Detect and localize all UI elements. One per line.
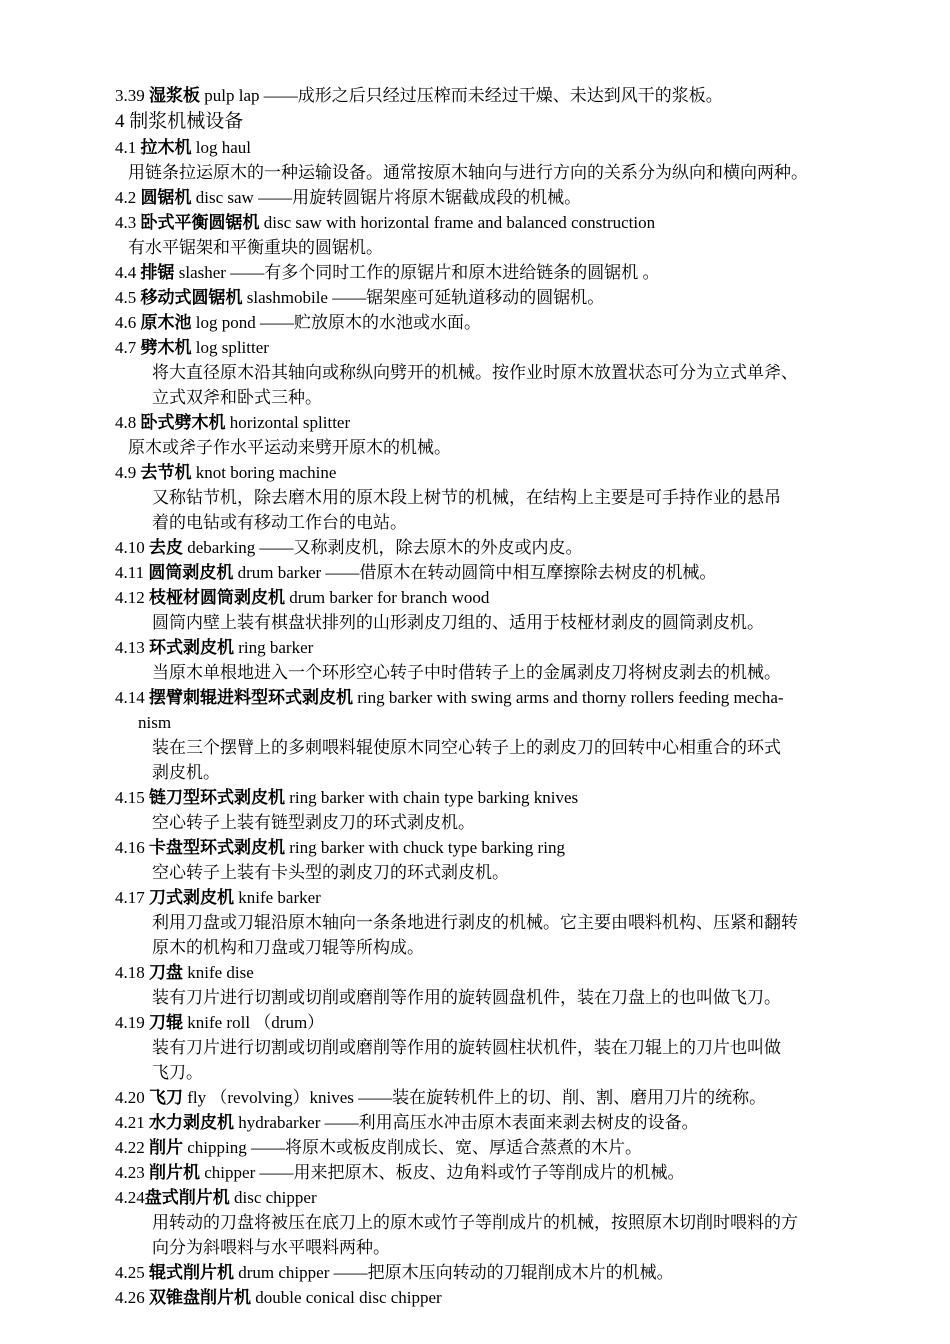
entry-4-6 [115,310,481,335]
entry-description: 剥皮机。 [152,763,220,782]
entry-description: 用链条拉运原木的一种运输设备。通常按原木轴向与进行方向的关系分为纵向和横向两种。 [128,163,808,182]
entry-4-5 [115,285,604,310]
entry-text: fly （revolving）knives ——装在旋转机件上的切、削、割、磨用刀片的统称。 [183,1088,767,1107]
entry-number: 4.21 [115,1113,149,1132]
entry-term: 湿浆板 [149,86,200,105]
entry-3-39 [115,83,723,108]
entry-number: 4.9 [115,463,141,482]
entry-term: 劈木机 [140,338,192,357]
entry-text: ring barker with chain type barking knives [285,788,579,807]
entry-4-14 [115,685,784,710]
entry-text: chipping ——将原木或板皮削成长、宽、厚适合蒸煮的木片。 [183,1138,642,1157]
entry-number: 4.20 [115,1088,149,1107]
entry-description: 圆筒内壁上装有棋盘状排列的山形剥皮刀组的、适用于枝桠材剥皮的圆筒剥皮机。 [152,613,764,632]
entry-term: 移动式圆锯机 [140,288,243,307]
entry-text: slasher ——有多个同时工作的原锯片和原木进给链条的圆锯机 。 [174,263,660,282]
entry-term: 环式剥皮机 [149,638,234,657]
entry-term: 水力剥皮机 [149,1113,234,1132]
entry-4-24 [115,1185,317,1210]
entry-number: 4.11 [115,563,149,582]
entry-number: 4.5 [115,288,141,307]
entry-4-4 [115,260,659,285]
entry-number: 4.17 [115,888,149,907]
entry-4-26 [115,1285,442,1310]
entry-number: 4.26 [115,1288,149,1307]
entry-4-1 [115,135,251,160]
entry-term: 拉木机 [140,138,192,157]
entry-term: 辊式削片机 [149,1263,234,1282]
entry-text: log haul [191,138,251,157]
entry-text: hydrabarker ——利用高压水冲击原木表面来剥去树皮的设备。 [234,1113,699,1132]
entry-4-19 [115,1010,324,1035]
entry-continuation: nism [138,713,172,732]
entry-term: 刀辊 [149,1013,183,1032]
entry-text: log splitter [191,338,269,357]
entry-number: 4.25 [115,1263,149,1282]
entry-4-3 [115,210,655,235]
entry-number: 4.2 [115,188,141,207]
entry-text: disc chipper [229,1188,317,1207]
entry-number: 4.14 [115,688,149,707]
entry-term: 刀盘 [149,963,183,982]
entry-4-16 [115,835,565,860]
entry-number: 4.4 [115,263,141,282]
entry-description: 当原木单根地进入一个环形空心转子中时借转子上的金属剥皮刀将树皮剥去的机械。 [152,663,781,682]
entry-term: 飞刀 [149,1088,183,1107]
entry-number: 4.3 [115,213,141,232]
entry-number: 4.13 [115,638,149,657]
entry-number: 4.15 [115,788,149,807]
entry-4-22 [115,1135,642,1160]
entry-text: disc saw ——用旋转圆锯片将原木锯截成段的机械。 [191,188,582,207]
entry-4-25 [115,1260,674,1285]
entry-description: 装在三个摆臂上的多刺喂料辊使原木同空心转子上的剥皮刀的回转中心相重合的环式 [152,738,781,757]
entry-term: 排锯 [140,263,175,282]
entry-4-2 [115,185,581,210]
entry-4-11 [115,560,716,585]
entry-term: 盘式削片机 [144,1188,230,1207]
entry-number: 4.1 [115,138,141,157]
entry-term: 刀式剥皮机 [149,888,234,907]
entry-description: 立式双斧和卧式三种。 [152,388,322,407]
entry-text: ring barker [234,638,314,657]
entry-term: 卡盘型环式剥皮机 [149,838,285,857]
entry-term: 卧式劈木机 [140,413,226,432]
entry-term: 圆筒剥皮机 [148,563,234,582]
entry-text: knife dise [183,963,254,982]
entry-4-15 [115,785,578,810]
entry-text: ring barker with swing arms and thorny rollers feeding mecha- [353,688,784,707]
entry-4-13 [115,635,313,660]
entry-text: knife barker [234,888,321,907]
entry-description: 将大直径原木沿其轴向或称纵向劈开的机械。按作业时原木放置状态可分为立式单斧、 [152,363,798,382]
entry-number: 4.23 [115,1163,149,1182]
entry-term: 削片 [149,1138,183,1157]
entry-text: knife roll （drum） [183,1013,325,1032]
entry-description: 装有刀片进行切割或切削或磨削等作用的旋转圆盘机件，装在刀盘上的也叫做飞刀。 [152,988,781,1007]
entry-term: 原木池 [140,313,192,332]
entry-description: 原木的机构和刀盘或刀辊等所构成。 [152,938,424,957]
entry-description: 有水平锯架和平衡重块的圆锯机。 [128,238,383,257]
entry-4-21 [115,1110,699,1135]
entry-number: 4.7 [115,338,141,357]
entry-text: debarking ——又称剥皮机，除去原木的外皮或内皮。 [183,538,583,557]
entry-number: 4.10 [115,538,149,557]
entry-description: 装有刀片进行切割或切削或磨削等作用的旋转圆柱状机件，装在刀辊上的刀片也叫做 [152,1038,781,1057]
entry-number: 3.39 [115,86,149,105]
entry-term: 卧式平衡圆锯机 [140,213,260,232]
section-heading: 4 制浆机械设备 [115,111,244,132]
entry-4-23 [115,1160,684,1185]
entry-text: knot boring machine [191,463,337,482]
entry-description: 空心转子上装有链型剥皮刀的环式剥皮机。 [152,813,475,832]
entry-term: 摆臂刺辊进料型环式剥皮机 [149,688,353,707]
entry-number: 4.24 [115,1188,145,1207]
entry-text: drum barker for branch wood [285,588,490,607]
entry-description: 着的电钻或有移动工作台的电站。 [152,513,407,532]
entry-4-8 [115,410,350,435]
entry-number: 4.16 [115,838,149,857]
entry-4-20 [115,1085,766,1110]
entry-text: ring barker with chuck type barking ring [285,838,565,857]
entry-term: 圆锯机 [140,188,192,207]
entry-text: slashmobile ——锯架座可延轨道移动的圆锯机。 [242,288,605,307]
entry-term: 双锥盘削片机 [149,1288,251,1307]
entry-description: 又称钻节机，除去磨木用的原木段上树节的机械，在结构上主要是可手持作业的悬吊 [152,488,781,507]
entry-term: 削片机 [149,1163,200,1182]
entry-4-18 [115,960,254,985]
entry-number: 4.12 [115,588,149,607]
entry-number: 4.8 [115,413,141,432]
entry-number: 4.22 [115,1138,149,1157]
entry-4-7 [115,335,269,360]
entry-term: 枝桠材圆筒剥皮机 [149,588,285,607]
entry-description: 空心转子上装有卡头型的剥皮刀的环式剥皮机。 [152,863,509,882]
entry-4-10 [115,535,582,560]
entry-text: log pond ——贮放原木的水池或水面。 [191,313,481,332]
entry-text: chipper ——用来把原木、板皮、边角料或竹子等削成片的机械。 [200,1163,685,1182]
entry-4-9 [115,460,336,485]
entry-description: 利用刀盘或刀辊沿原木轴向一条条地进行剥皮的机械。它主要由喂料机构、压紧和翻转 [152,913,798,932]
entry-text: double conical disc chipper [251,1288,442,1307]
entry-number: 4.18 [115,963,149,982]
entry-number: 4.19 [115,1013,149,1032]
entry-description: 原木或斧子作水平运动来劈开原木的机械。 [128,438,451,457]
entry-description: 用转动的刀盘将被压在底刀上的原木或竹子等削成片的机械，按照原木切削时喂料的方 [152,1213,798,1232]
entry-text: horizontal splitter [225,413,351,432]
entry-text: disc saw with horizontal frame and balanced construction [259,213,656,232]
entry-term: 去节机 [140,463,192,482]
entry-text: pulp lap ——成形之后只经过压榨而未经过干燥、未达到风干的浆板。 [200,86,723,105]
entry-text: drum chipper ——把原木压向转动的刀辊削成木片的机械。 [234,1263,674,1282]
entry-term: 去皮 [149,538,183,557]
entry-text: drum barker ——借原木在转动圆筒中相互摩擦除去树皮的机械。 [233,563,717,582]
entry-4-17 [115,885,321,910]
entry-4-12 [115,585,489,610]
entry-description: 飞刀。 [152,1063,203,1082]
entry-term: 链刀型环式剥皮机 [149,788,285,807]
entry-number: 4.6 [115,313,141,332]
entry-description: 向分为斜喂料与水平喂料两种。 [152,1238,390,1257]
